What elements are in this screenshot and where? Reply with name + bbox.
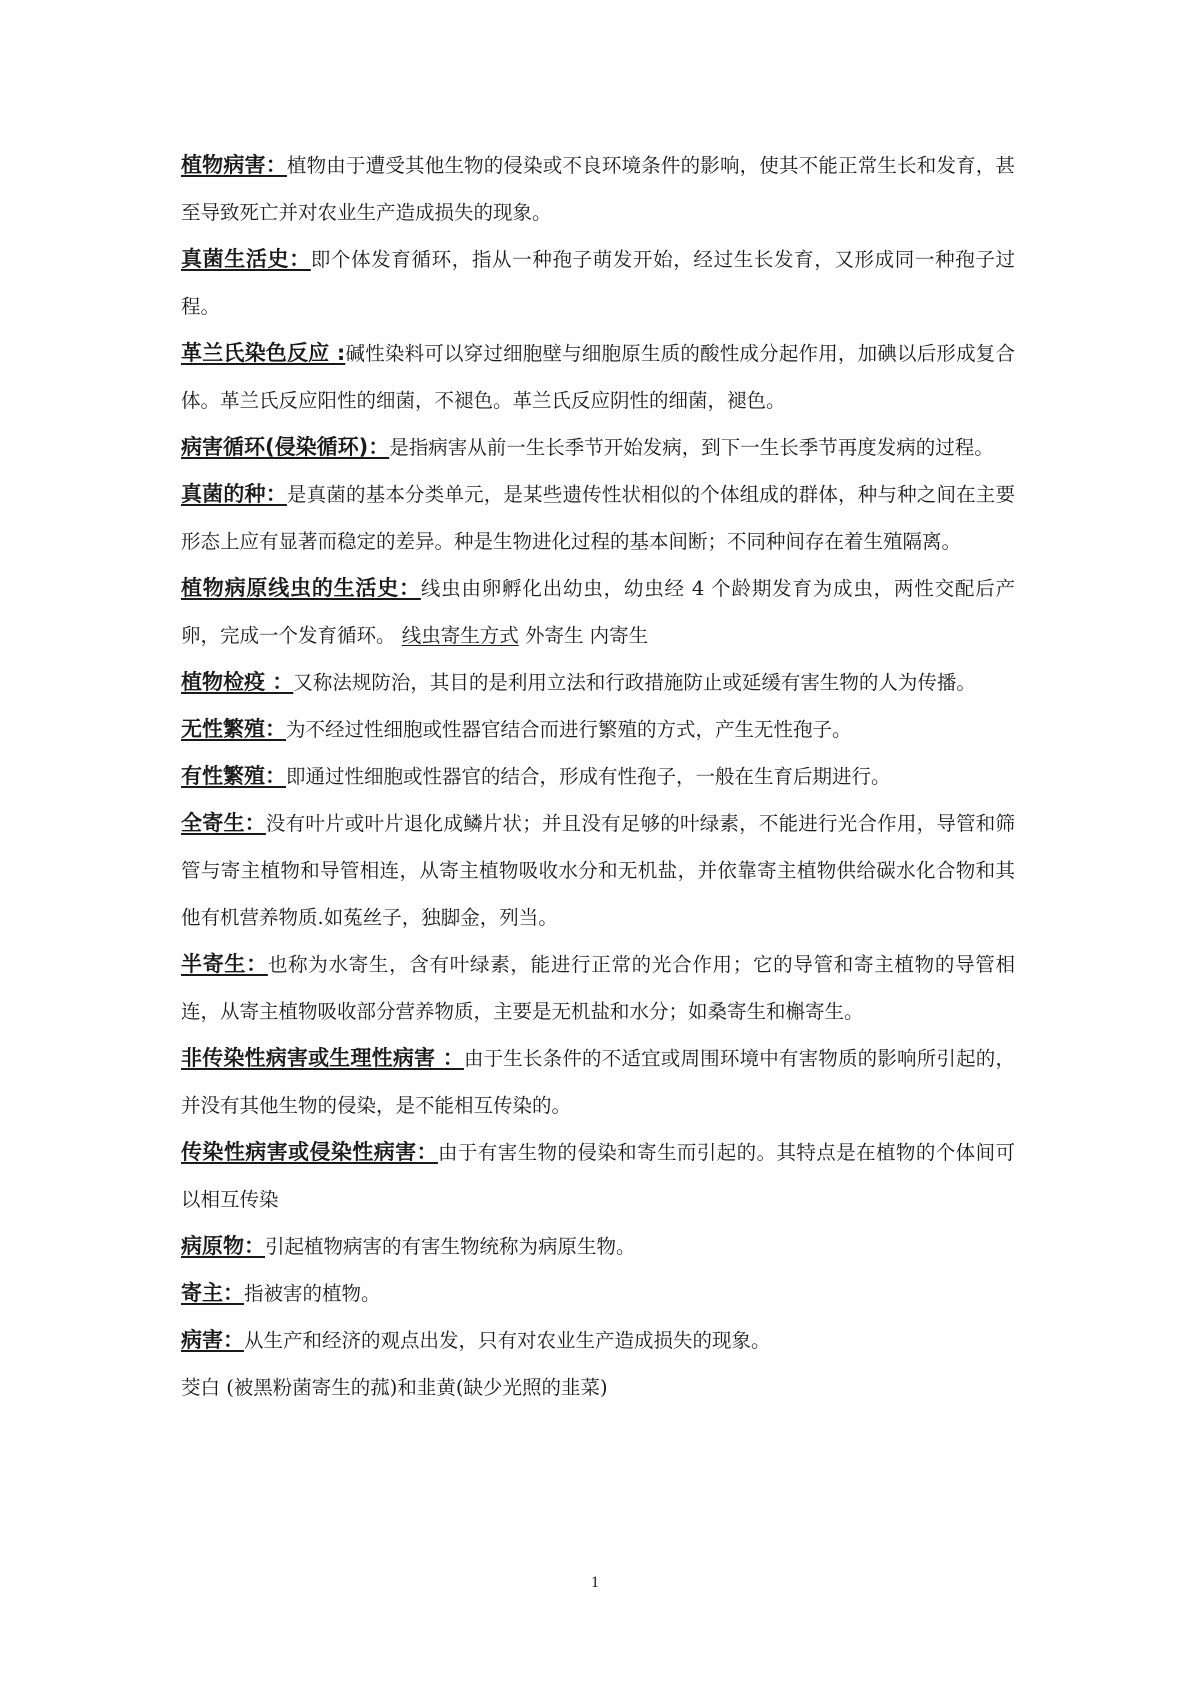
definition: 指被害的植物。 (244, 1282, 381, 1305)
term: 植物病原线虫的生活史： (181, 576, 421, 600)
term: 有性繁殖： (181, 764, 286, 788)
definition: 由于生长条件的不适宜或周围环境中有害物质的影响所引起的，并没有其他生物的侵染，是不能相互传染的。 (181, 1047, 1015, 1117)
parasitism-types: 外寄生 内寄生 (524, 624, 649, 647)
term: 病原物： (181, 1234, 265, 1258)
definition: 从生产和经济的观点出发，只有对农业生产造成损失的现象。 (244, 1329, 771, 1352)
term: 半寄生： (181, 952, 268, 976)
entry-fungal-life-history (181, 236, 1015, 330)
entry-host (181, 1270, 1015, 1317)
entry-fungal-species (181, 471, 1015, 565)
document-body (181, 142, 1015, 1411)
entry-holoparasite (181, 800, 1015, 941)
entry-pathogen (181, 1223, 1015, 1270)
entry-sexual-reproduction (181, 753, 1015, 800)
definition: 也称为水寄生，含有叶绿素，能进行正常的光合作用；它的导管和寄主植物的导管相连，从寄主植物吸收部分营养物质，主要是无机盐和水分；如桑寄生和槲寄生。 (181, 953, 1015, 1023)
term: 病害： (181, 1328, 244, 1352)
definition: 为不经过性细胞或性器官结合而进行繁殖的方式，产生无性孢子。 (286, 718, 852, 741)
term: 真菌的种： (181, 482, 287, 506)
entry-disease (181, 1317, 1015, 1364)
entry-asexual-reproduction (181, 706, 1015, 753)
entry-hemiparasite (181, 941, 1015, 1035)
term: 真菌生活史： (181, 247, 311, 271)
page-number: 1 (591, 1574, 599, 1591)
term: 植物检疫 ： (181, 670, 294, 694)
definition: 是指病害从前一生长季节开始发病，到下一生长季节再度发病的过程。 (389, 436, 994, 459)
definition: 即通过性细胞或性器官的结合，形成有性孢子，一般在生育后期进行。 (286, 765, 891, 788)
definition: 线虫由卵孵化出幼虫，幼虫经 4 个龄期发育为成虫，两性交配后产卵，完成一个发育循环。 (181, 577, 1015, 647)
entry-plant-quarantine (181, 659, 1015, 706)
entry-nematode-life-history (181, 565, 1015, 659)
definition: 碱性染料可以穿过细胞壁与细胞原生质的酸性成分起作用，加碘以后形成复合体。革兰氏反应阳性的细菌，不褪色。革兰氏反应阴性的细菌，褪色。 (181, 342, 1015, 412)
term: 无性繁殖： (181, 717, 286, 741)
closing-line: 茭白 (被黑粉菌寄生的菰)和韭黄(缺少光照的韭菜) (181, 1376, 608, 1399)
definition: 由于有害生物的侵染和寄生而引起的。其特点是在植物的个体间可以相互传染 (181, 1141, 1015, 1211)
term: 非传染性病害或生理性病害 ： (181, 1046, 464, 1070)
term: 病害循环(侵染循环)： (181, 435, 390, 459)
definition: 是真菌的基本分类单元，是某些遗传性状相似的个体组成的群体，种与种之间在主要形态上应有显著而稳定的差异。种是生物进化过程的基本间断；不同种间存在着生殖隔离。 (181, 483, 1015, 553)
entry-noninfectious-disease (181, 1035, 1015, 1129)
definition: 即个体发育循环，指从一种孢子萌发开始，经过生长发育，又形成同一种孢子过程。 (181, 248, 1015, 318)
term: 革兰氏染色反应 : (181, 341, 346, 365)
entry-plant-disease (181, 142, 1015, 236)
entry-infectious-disease (181, 1129, 1015, 1223)
underlined-phrase: 线虫寄生方式 (401, 624, 519, 647)
definition: 引起植物病害的有害生物统称为病原生物。 (265, 1235, 636, 1258)
term: 植物病害： (181, 153, 287, 177)
definition: 植物由于遭受其他生物的侵染或不良环境条件的影响，使其不能正常生长和发育，甚至导致死亡并对农业生产造成损失的现象。 (181, 154, 1015, 224)
definition: 没有叶片或叶片退化成鳞片状；并且没有足够的叶绿素，不能进行光合作用，导管和筛管与寄主植物和导管相连，从寄主植物吸收水分和无机盐，并依靠寄主植物供给碳水化合物和其他有机营养物质.如菟丝子，独脚金，列当。 (181, 812, 1015, 929)
entry-gram-stain (181, 330, 1015, 424)
entry-disease-cycle (181, 424, 1015, 471)
term: 寄主： (181, 1281, 244, 1305)
term: 传染性病害或侵染性病害： (181, 1140, 438, 1164)
term: 全寄生： (181, 811, 266, 835)
definition: 又称法规防治，其目的是利用立法和行政措施防止或延缓有害生物的人为传播。 (293, 671, 976, 694)
